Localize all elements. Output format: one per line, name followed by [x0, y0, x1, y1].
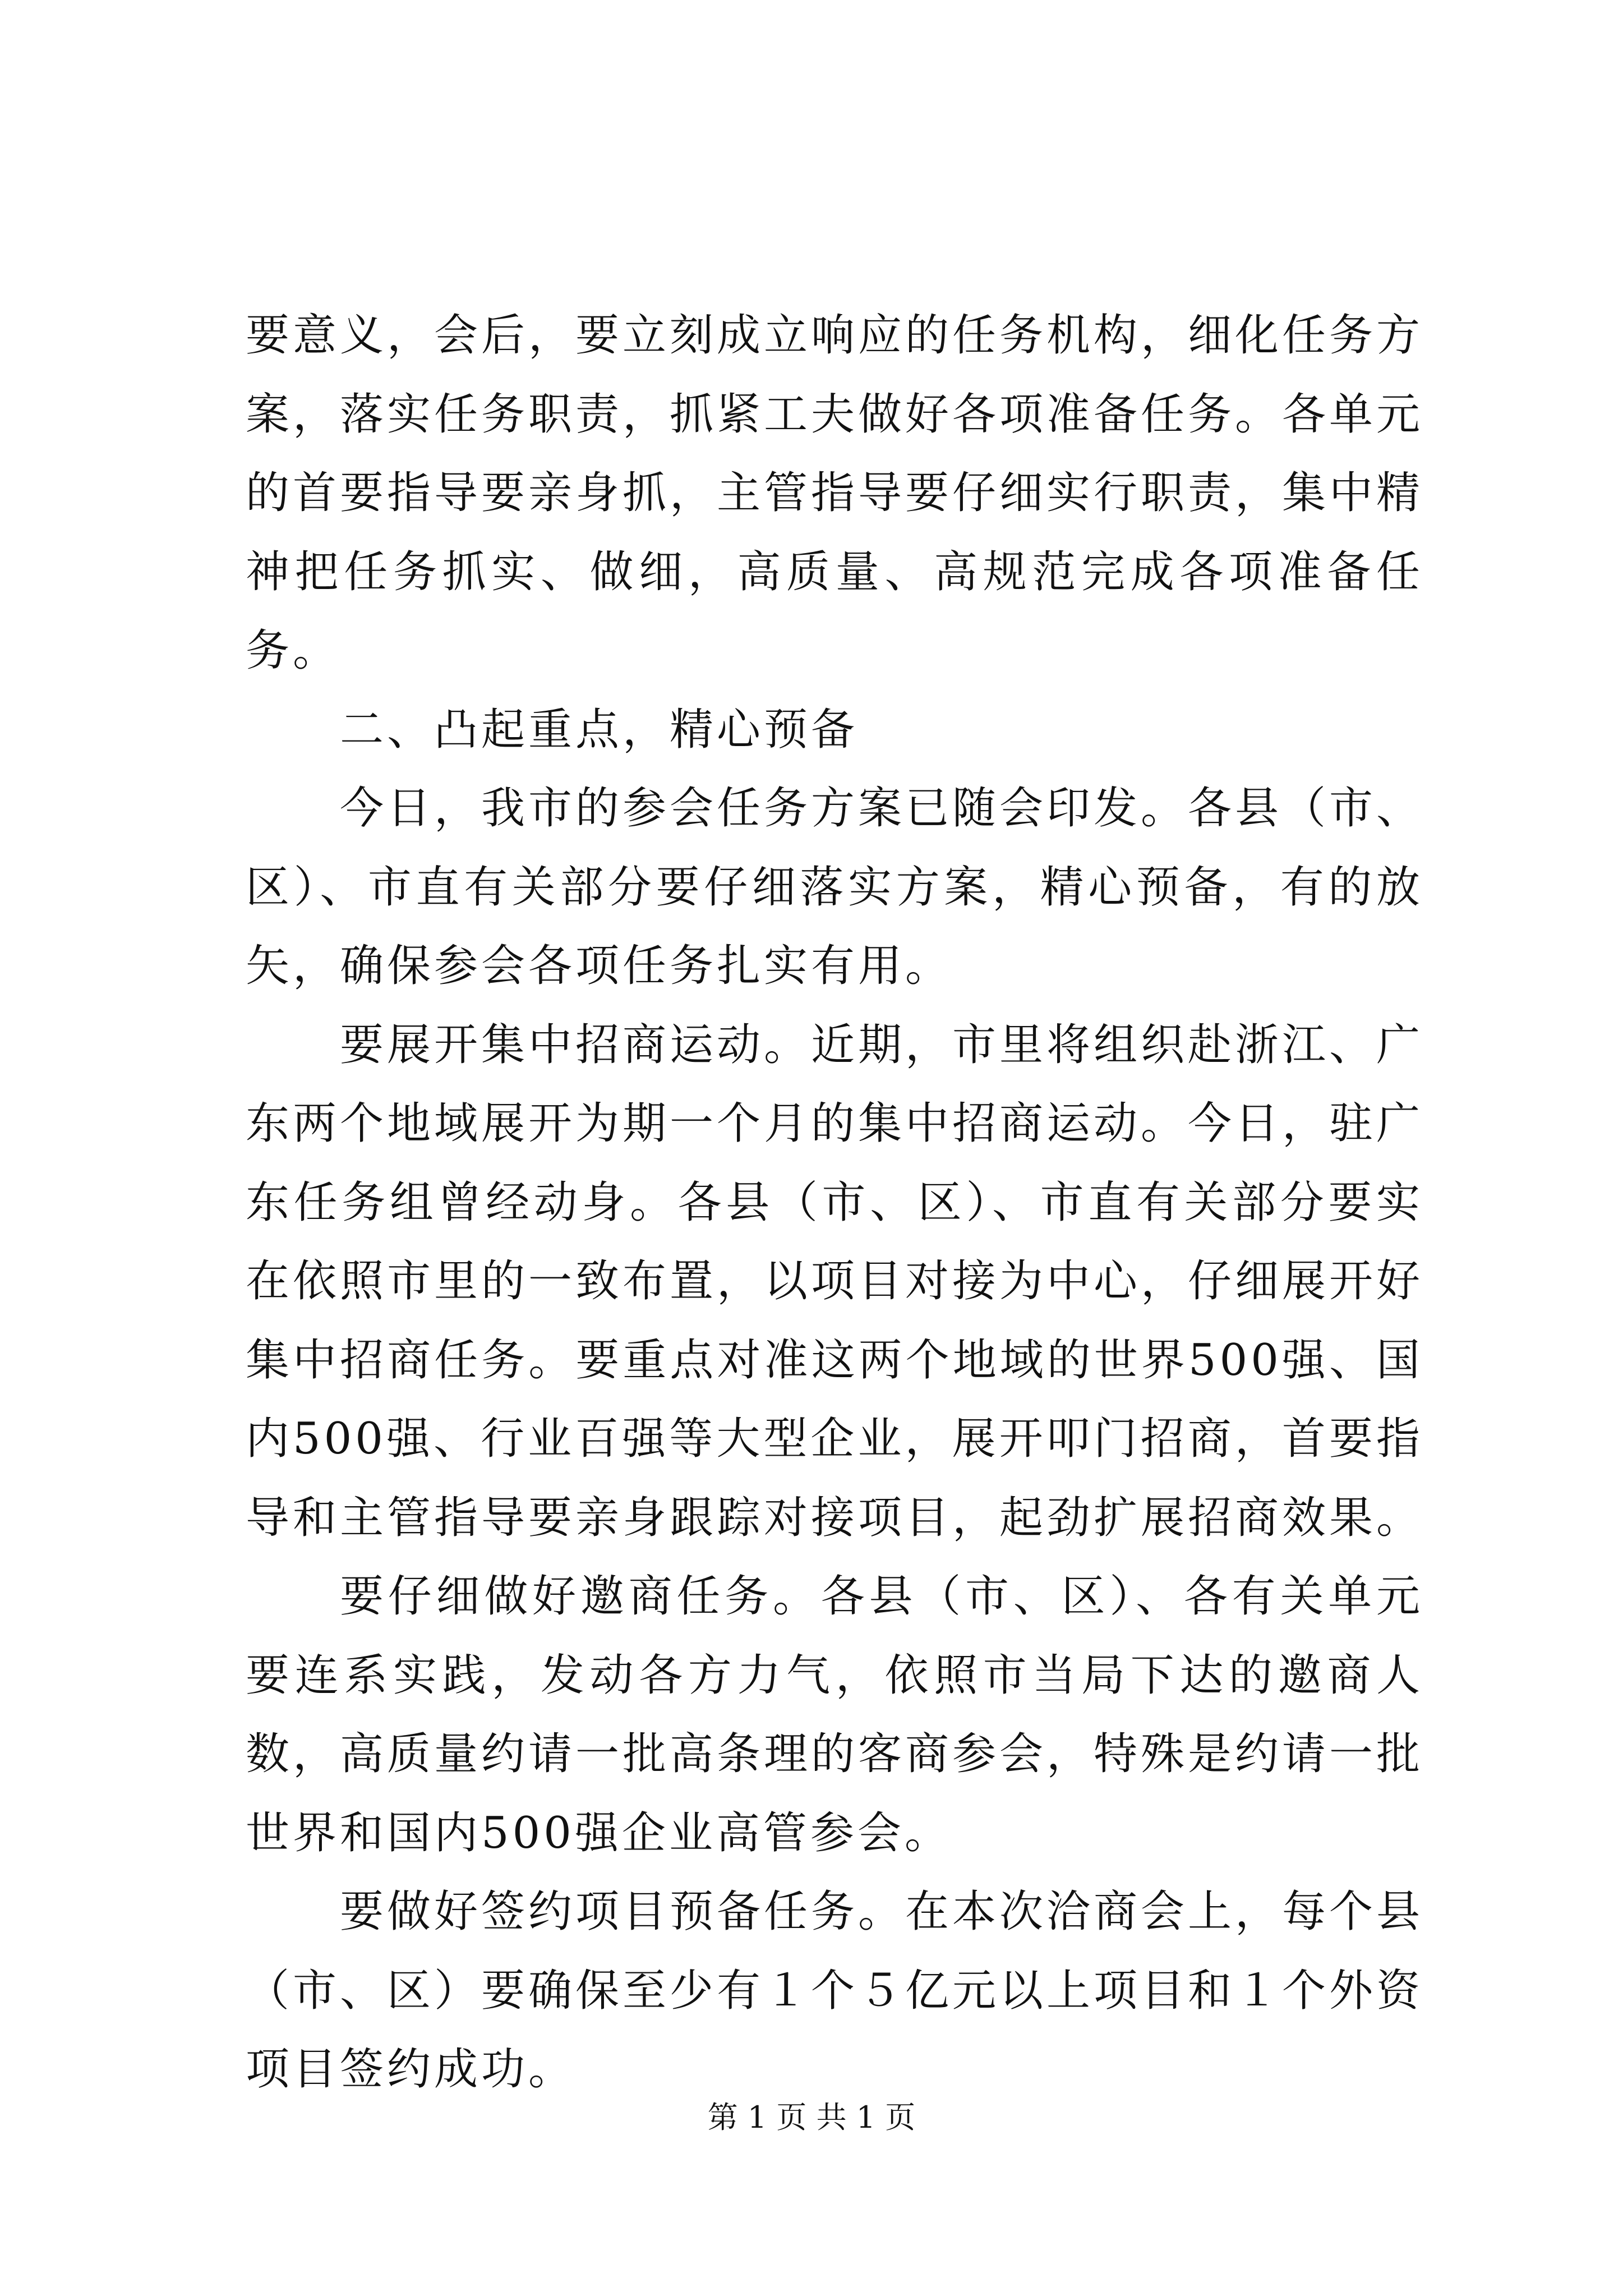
- paragraph-4: 要仔细做好邀商任务。各县（市、区）、各有关单元要连系实践，发动各方力气，依照市当局下达的邀商人数，高质量约请一批高条理的客商参会，特殊是约请一批世界和国内500强企业高管参会。: [246, 1571, 1424, 1858]
- paragraph-3: 要展开集中招商运动。近期，市里将组织赴浙江、广东两个地域展开为期一个月的集中招商运动。今日，驻广东任务组曾经动身。各县（市、区）、市直有关部分要实在依照市里的一致布置，以项目对接为中心，仔细展开好集中招商任务。要重点对准这两个地域的世界500强、国内500强、行业百强等大型企业，展开叩门招商，首要指导和主管指导要亲身跟踪对接项目，起劲扩展招商效果。: [246, 1019, 1424, 1543]
- paragraph-5: 要做好签约项目预备任务。在本次洽商会上，每个县（市、区）要确保至少有１个５亿元以上项目和１个外资项目签约成功。: [246, 1887, 1424, 2095]
- section-heading-2: 二、凸起重点，精心预备: [340, 704, 859, 755]
- paragraph-1: 要意义，会后，要立刻成立响应的任务机构，细化任务方案，落实任务职责，抓紧工夫做好各项准备任务。各单元的首要指导要亲身抓，主管指导要仔细实行职责，集中精神把任务抓实、做细，高质量、高规范完成各项准备任务。: [246, 310, 1424, 676]
- page-number-footer: 第 1 页 共 1 页: [707, 2100, 916, 2135]
- document-body: [246, 296, 1423, 2109]
- paragraph-2: 今日，我市的参会任务方案已随会印发。各县（市、区）、市直有关部分要仔细落实方案，精心预备，有的放矢，确保参会各项任务扎实有用。: [246, 783, 1424, 991]
